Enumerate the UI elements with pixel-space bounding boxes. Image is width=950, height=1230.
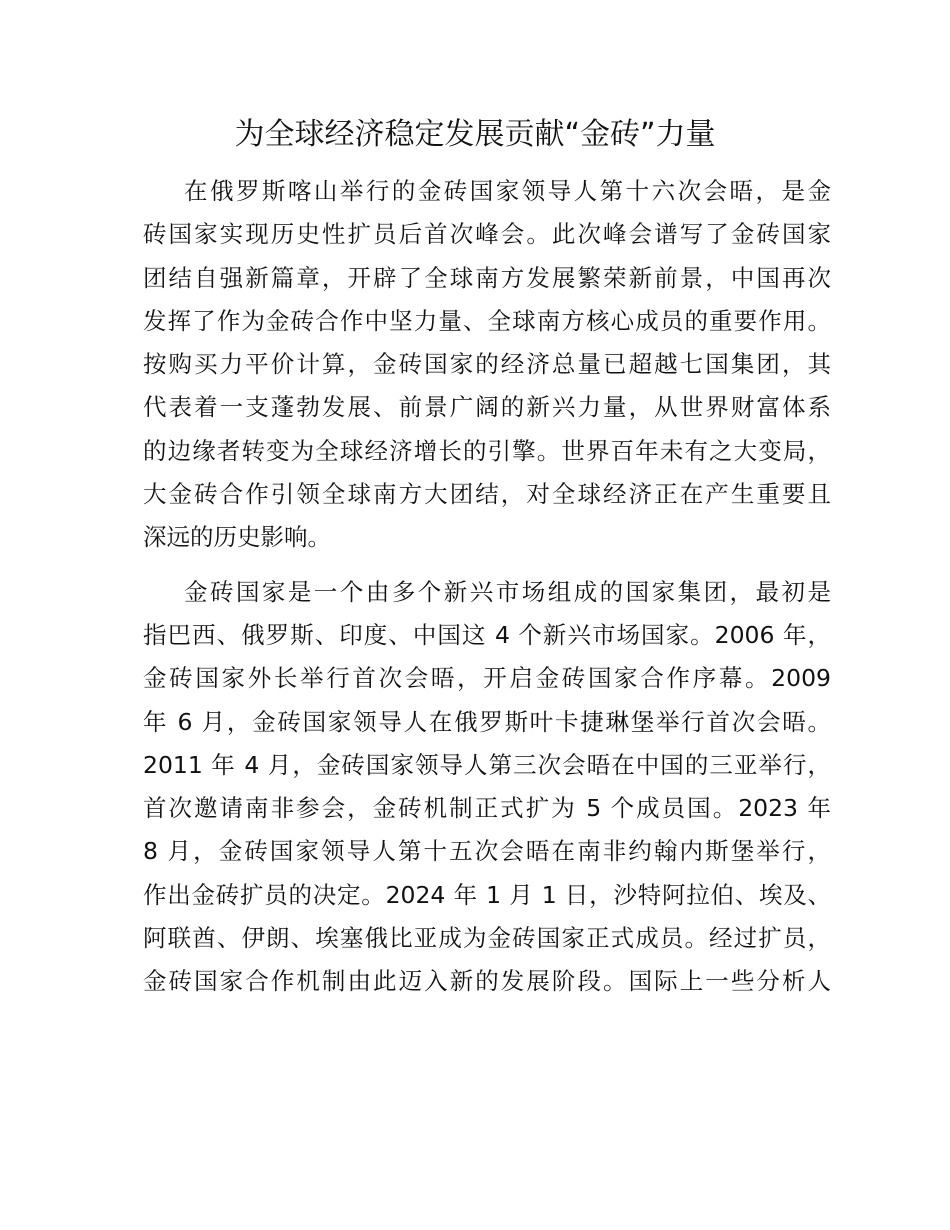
text-line: 在俄罗斯喀山举行的金砖国家领导人第十六次会晤，是金 [184,177,831,205]
text-line: 金砖国家是一个由多个新兴市场组成的国家集团，最初是 [184,577,831,606]
text-line: 8 月，金砖国家领导人第十五次会晤在南非约翰内斯堡举行， [143,837,831,866]
text-line: 的边缘者转变为全球经济增长的引擎。世界百年未有之大变局， [143,436,831,465]
text-line: 2011 年 4 月，金砖国家领导人第三次会晤在中国的三亚举行， [143,750,831,779]
paragraph [143,571,831,1004]
text-line: 金砖国家外长举行首次会晤，开启金砖国家合作序幕。2009 [143,664,831,693]
text-line: 大金砖合作引领全球南方大团结，对全球经济正在产生重要且 [143,480,831,509]
text-line: 砖国家实现历史性扩员后首次峰会。此次峰会谱写了金砖国家 [143,220,831,249]
text-line: 代表着一支蓬勃发展、前景广阔的新兴力量，从世界财富体系 [143,393,831,422]
text-line: 年 6 月，金砖国家领导人在俄罗斯叶卡捷琳堡举行首次会晤。 [143,707,831,736]
text-line: 按购买力平价计算，金砖国家的经济总量已超越七国集团，其 [143,350,831,379]
text-line: 阿联酋、伊朗、埃塞俄比亚成为金砖国家正式成员。经过扩员， [143,924,831,953]
text-line: 团结自强新篇章，开辟了全球南方发展繁荣新前景，中国再次 [143,263,831,292]
text-line: 指巴西、俄罗斯、印度、中国这 4 个新兴市场国家。2006 年， [143,620,831,649]
text-line: 作出金砖扩员的决定。2024 年 1 月 1 日，沙特阿拉伯、埃及、 [143,880,831,909]
document-body [143,170,831,1015]
text-line: 金砖国家合作机制由此迈入新的发展阶段。国际上一些分析人 [143,967,831,996]
text-line: 深远的历史影响。 [143,523,331,552]
text-line: 发挥了作为金砖合作中坚力量、全球南方核心成员的重要作用。 [143,306,831,335]
text-line: 首次邀请南非参会，金砖机制正式扩为 5 个成员国。2023 年 [143,794,831,823]
paragraph [143,170,831,560]
document-title: 为全球经济稳定发展贡献“金砖”力量 [234,117,716,152]
